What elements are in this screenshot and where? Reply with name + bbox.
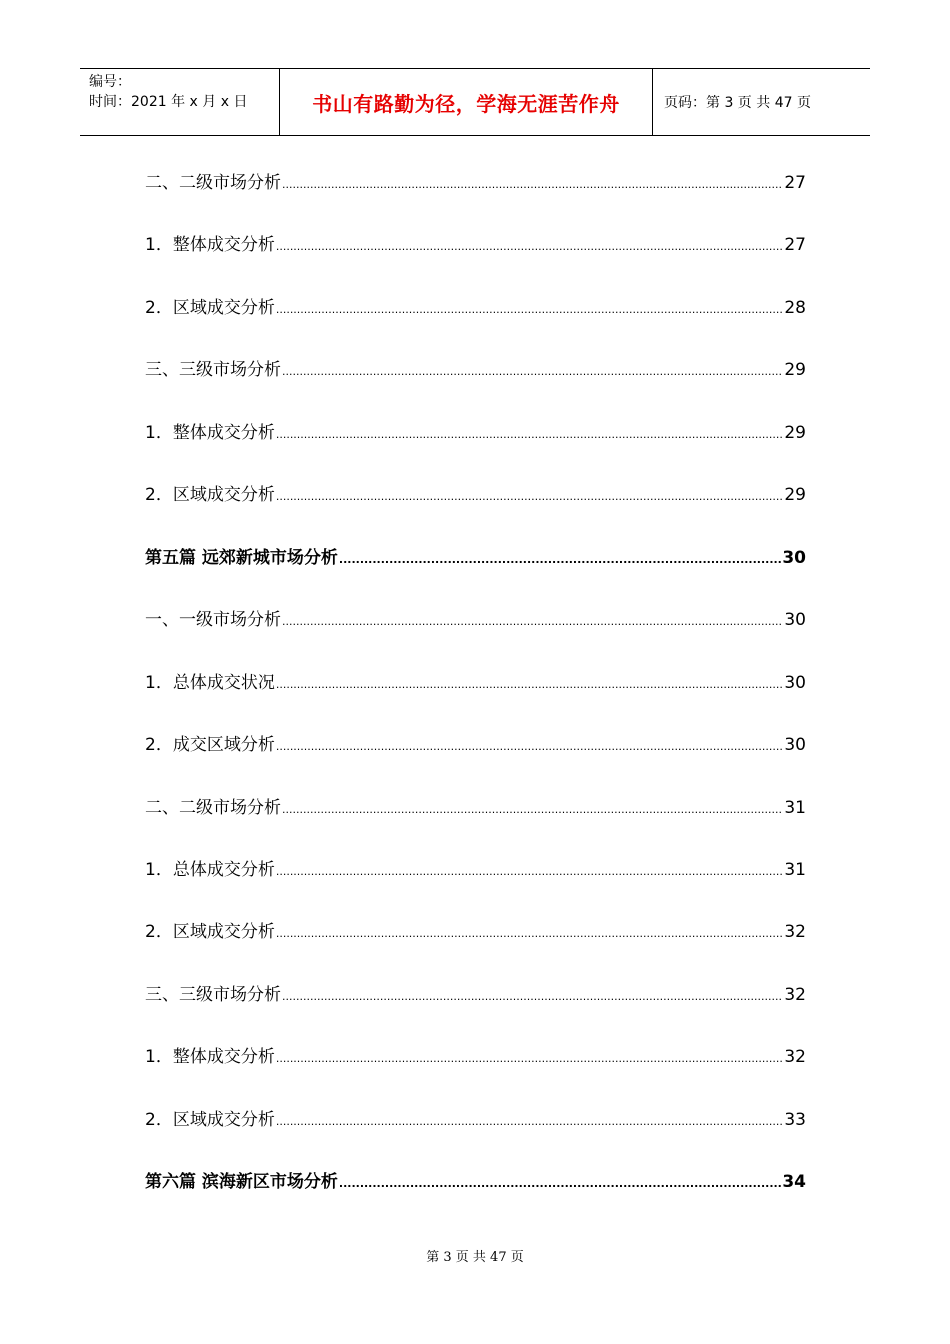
toc-entry-page: 27 <box>784 173 806 193</box>
toc-leader-dots <box>276 740 784 753</box>
toc-leader-dots <box>282 615 783 628</box>
header-page-info: 页码：第 3 页 共 47 页 <box>664 95 811 111</box>
toc-entry-title: 1．整体成交分析 <box>145 235 275 255</box>
toc-entry[interactable] <box>145 480 806 510</box>
toc-leader-dots <box>276 1115 784 1128</box>
toc-entry-title: 三、三级市场分析 <box>145 360 281 380</box>
toc-entry-title: 1．整体成交分析 <box>145 1047 275 1067</box>
toc-entry-title: 1．总体成交分析 <box>145 860 275 880</box>
toc-entry[interactable] <box>145 855 806 885</box>
toc-entry[interactable] <box>145 730 806 760</box>
toc-entry[interactable] <box>145 605 806 635</box>
toc-leader-dots <box>276 927 784 940</box>
toc-entry[interactable] <box>145 168 806 198</box>
toc-entry[interactable] <box>145 418 806 448</box>
toc-leader-dots <box>282 178 783 191</box>
header-motto: 书山有路勤为径，学海无涯苦作舟 <box>312 91 620 116</box>
toc-entry[interactable] <box>145 793 806 823</box>
toc-entry[interactable] <box>145 980 806 1010</box>
toc-leader-dots <box>276 428 784 441</box>
toc-entry-title: 第五篇 远郊新城市场分析 <box>145 548 338 568</box>
toc-entry-page: 33 <box>784 1110 806 1130</box>
toc-leader-dots <box>339 553 781 566</box>
toc-entry-title: 一、一级市场分析 <box>145 610 281 630</box>
toc-entry-page: 32 <box>784 922 806 942</box>
toc-entry-title: 三、三级市场分析 <box>145 985 281 1005</box>
toc-leader-dots <box>276 303 784 316</box>
toc-entry-page: 30 <box>784 735 806 755</box>
toc-entry-page: 34 <box>782 1172 806 1192</box>
toc-entry-page: 29 <box>784 360 806 380</box>
toc-entry[interactable] <box>145 230 806 260</box>
toc-entry-page: 29 <box>784 485 806 505</box>
toc-entry[interactable] <box>145 1167 806 1197</box>
header-meta <box>80 69 280 135</box>
toc-entry-page: 30 <box>784 673 806 693</box>
toc-leader-dots <box>276 865 784 878</box>
toc-entry-page: 28 <box>784 298 806 318</box>
toc-entry-title: 2．区域成交分析 <box>145 922 275 942</box>
toc-entry[interactable] <box>145 293 806 323</box>
toc-entry-page: 30 <box>782 548 806 568</box>
code-label: 编号： <box>89 74 131 90</box>
toc-entry[interactable] <box>145 543 806 573</box>
toc-leader-dots <box>339 1177 781 1190</box>
toc-entry[interactable] <box>145 1042 806 1072</box>
toc-entry-title: 1．总体成交状况 <box>145 673 275 693</box>
time-label: 时间：2021 年 x 月 x 日 <box>89 94 248 110</box>
header-motto-cell <box>280 69 653 135</box>
toc-entry-page: 31 <box>784 860 806 880</box>
page-header <box>80 68 870 136</box>
toc-entry-page: 32 <box>784 985 806 1005</box>
toc-leader-dots <box>282 803 783 816</box>
toc-entry-page: 30 <box>784 610 806 630</box>
toc-entry-title: 二、二级市场分析 <box>145 173 281 193</box>
toc-entry[interactable] <box>145 355 806 385</box>
toc-leader-dots <box>276 490 784 503</box>
toc-entry-page: 31 <box>784 798 806 818</box>
toc-entry-page: 29 <box>784 423 806 443</box>
toc-leader-dots <box>276 678 784 691</box>
toc-entry-page: 32 <box>784 1047 806 1067</box>
toc-entry[interactable] <box>145 917 806 947</box>
toc-entry[interactable] <box>145 1105 806 1135</box>
toc-entry[interactable] <box>145 668 806 698</box>
toc-entry-title: 2．区域成交分析 <box>145 1110 275 1130</box>
toc-leader-dots <box>282 990 783 1003</box>
toc-entry-title: 2．区域成交分析 <box>145 485 275 505</box>
toc-entry-title: 二、二级市场分析 <box>145 798 281 818</box>
toc-leader-dots <box>276 240 784 253</box>
toc-entry-page: 27 <box>784 235 806 255</box>
toc-entry-title: 1．整体成交分析 <box>145 423 275 443</box>
toc-entry-title: 第六篇 滨海新区市场分析 <box>145 1172 338 1192</box>
toc-leader-dots <box>276 1052 784 1065</box>
toc-leader-dots <box>282 365 783 378</box>
toc-entry-title: 2．成交区域分析 <box>145 735 275 755</box>
toc-entry-title: 2．区域成交分析 <box>145 298 275 318</box>
page-footer: 第 3 页 共 47 页 <box>426 1250 524 1265</box>
